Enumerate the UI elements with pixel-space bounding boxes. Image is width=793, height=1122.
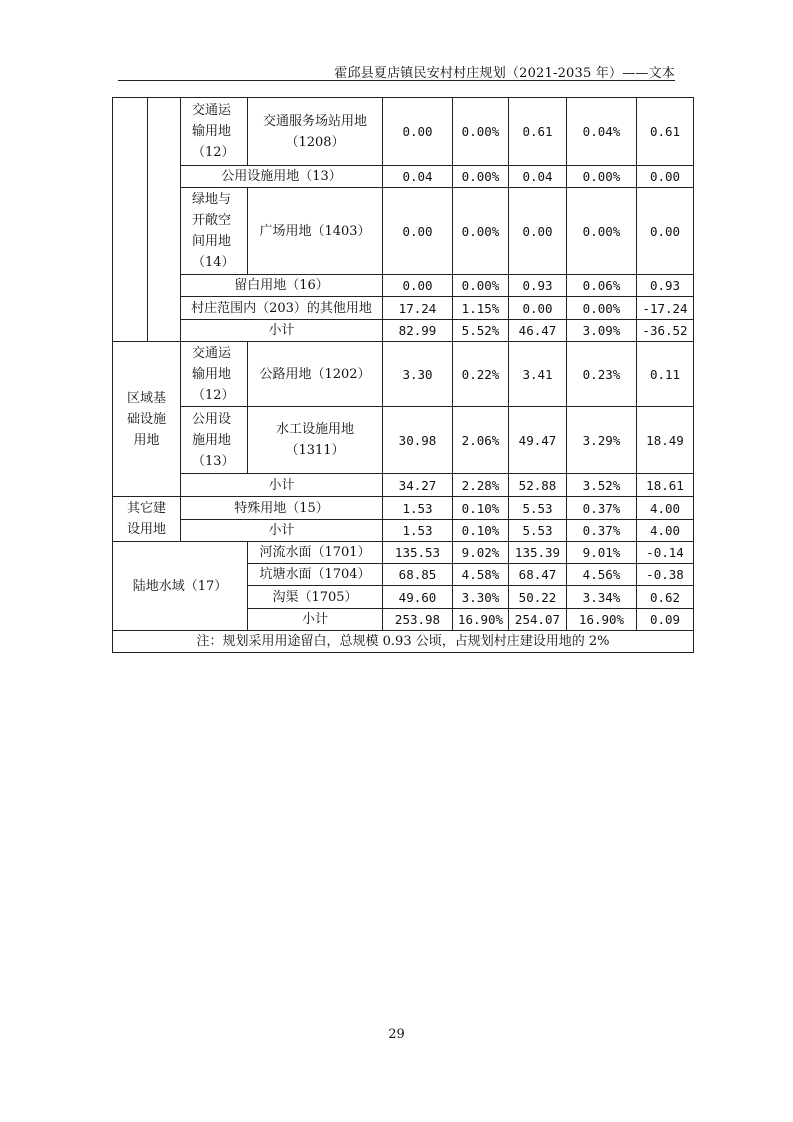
value-cell: 0.06% bbox=[567, 275, 637, 297]
table-row bbox=[113, 497, 694, 520]
value-cell: 0.61 bbox=[509, 98, 567, 166]
value-cell: 5.53 bbox=[509, 497, 567, 520]
continued-group-cell bbox=[113, 98, 148, 342]
value-cell: 49.47 bbox=[509, 407, 567, 474]
value-cell: 253.98 bbox=[383, 609, 453, 631]
value-cell: 0.93 bbox=[637, 275, 694, 297]
value-cell: 0.00 bbox=[383, 275, 453, 297]
value-cell: 68.47 bbox=[509, 564, 567, 586]
value-cell: 0.04 bbox=[383, 166, 453, 188]
item-name-cell: 坑塘水面（1704） bbox=[248, 564, 383, 586]
table-row bbox=[113, 342, 694, 407]
subtotal-label: 小计 bbox=[181, 320, 383, 342]
value-cell: 135.53 bbox=[383, 542, 453, 564]
value-cell: 0.00% bbox=[567, 297, 637, 320]
land-use-table bbox=[112, 97, 694, 653]
value-cell: 0.11 bbox=[637, 342, 694, 407]
value-cell: 4.00 bbox=[637, 497, 694, 520]
continued-subgroup-cell bbox=[148, 98, 181, 342]
value-cell: 0.04% bbox=[567, 98, 637, 166]
value-cell: 135.39 bbox=[509, 542, 567, 564]
value-cell: 2.28% bbox=[453, 474, 509, 497]
value-cell: 0.04 bbox=[509, 166, 567, 188]
value-cell: 3.30 bbox=[383, 342, 453, 407]
table-row bbox=[113, 542, 694, 564]
value-cell: 0.00 bbox=[509, 297, 567, 320]
item-name-cell: 村庄范围内（203）的其他用地 bbox=[181, 297, 383, 320]
item-name-cell: 留白用地（16） bbox=[181, 275, 383, 297]
value-cell: 0.23% bbox=[567, 342, 637, 407]
value-cell: 0.00 bbox=[637, 166, 694, 188]
value-cell: 52.88 bbox=[509, 474, 567, 497]
header-rule bbox=[118, 80, 675, 81]
value-cell: 3.09% bbox=[567, 320, 637, 342]
item-name-cell: 水工设施用地 （1311） bbox=[248, 407, 383, 474]
value-cell: 82.99 bbox=[383, 320, 453, 342]
value-cell: 0.00 bbox=[637, 188, 694, 275]
value-cell: 68.85 bbox=[383, 564, 453, 586]
value-cell: 0.00% bbox=[567, 166, 637, 188]
item-name-cell: 交通服务场站用地 （1208） bbox=[248, 98, 383, 166]
value-cell: 17.24 bbox=[383, 297, 453, 320]
item-name-cell: 广场用地（1403） bbox=[248, 188, 383, 275]
table-row bbox=[113, 407, 694, 474]
table-row bbox=[113, 297, 694, 320]
value-cell: 0.10% bbox=[453, 520, 509, 542]
value-cell: 2.06% bbox=[453, 407, 509, 474]
value-cell: 1.53 bbox=[383, 520, 453, 542]
value-cell: 0.00 bbox=[383, 188, 453, 275]
table-row bbox=[113, 98, 694, 166]
subtotal-label: 小计 bbox=[181, 520, 383, 542]
value-cell: 3.29% bbox=[567, 407, 637, 474]
value-cell: 0.22% bbox=[453, 342, 509, 407]
item-name-cell: 特殊用地（15） bbox=[181, 497, 383, 520]
value-cell: 1.53 bbox=[383, 497, 453, 520]
item-name-cell: 公用设施用地（13） bbox=[181, 166, 383, 188]
value-cell: 3.34% bbox=[567, 586, 637, 609]
table-row bbox=[113, 631, 694, 653]
header-title: 霍邱县夏店镇民安村村庄规划（2021-2035 年）——文本 bbox=[334, 66, 675, 81]
subtotal-label: 小计 bbox=[248, 609, 383, 631]
value-cell: 0.00 bbox=[509, 188, 567, 275]
value-cell: 0.09 bbox=[637, 609, 694, 631]
value-cell: 0.62 bbox=[637, 586, 694, 609]
subtotal-label: 小计 bbox=[181, 474, 383, 497]
value-cell: 254.07 bbox=[509, 609, 567, 631]
value-cell: 4.56% bbox=[567, 564, 637, 586]
value-cell: 5.53 bbox=[509, 520, 567, 542]
value-cell: 3.52% bbox=[567, 474, 637, 497]
category-cell: 交通运 输用地 （12） bbox=[181, 342, 248, 407]
item-name-cell: 公路用地（1202） bbox=[248, 342, 383, 407]
category-cell: 交通运 输用地 （12） bbox=[181, 98, 248, 166]
value-cell: 9.02% bbox=[453, 542, 509, 564]
value-cell: -36.52 bbox=[637, 320, 694, 342]
category-cell: 绿地与 开敞空 间用地 （14） bbox=[181, 188, 248, 275]
group-cell: 陆地水域（17） bbox=[113, 542, 248, 631]
table-row bbox=[113, 275, 694, 297]
value-cell: 34.27 bbox=[383, 474, 453, 497]
item-name-cell: 河流水面（1701） bbox=[248, 542, 383, 564]
value-cell: 0.37% bbox=[567, 497, 637, 520]
value-cell: 9.01% bbox=[567, 542, 637, 564]
value-cell: 0.93 bbox=[509, 275, 567, 297]
value-cell: -17.24 bbox=[637, 297, 694, 320]
value-cell: 1.15% bbox=[453, 297, 509, 320]
value-cell: 0.00 bbox=[383, 98, 453, 166]
table-row bbox=[113, 320, 694, 342]
table-note: 注：规划采用用途留白，总规模 0.93 公顷，占规划村庄建设用地的 2% bbox=[113, 631, 694, 653]
value-cell: 0.00% bbox=[453, 188, 509, 275]
group-cell: 其它建 设用地 bbox=[113, 497, 181, 542]
page-number: 29 bbox=[388, 1027, 405, 1042]
table-row bbox=[113, 188, 694, 275]
value-cell: 18.49 bbox=[637, 407, 694, 474]
value-cell: 0.10% bbox=[453, 497, 509, 520]
value-cell: 50.22 bbox=[509, 586, 567, 609]
table-row bbox=[113, 166, 694, 188]
value-cell: 49.60 bbox=[383, 586, 453, 609]
value-cell: 46.47 bbox=[509, 320, 567, 342]
value-cell: 16.90% bbox=[567, 609, 637, 631]
value-cell: 0.37% bbox=[567, 520, 637, 542]
category-cell: 公用设 施用地 （13） bbox=[181, 407, 248, 474]
value-cell: 0.00% bbox=[453, 98, 509, 166]
value-cell: 0.00% bbox=[567, 188, 637, 275]
value-cell: 16.90% bbox=[453, 609, 509, 631]
value-cell: 4.00 bbox=[637, 520, 694, 542]
item-name-cell: 沟渠（1705） bbox=[248, 586, 383, 609]
value-cell: -0.14 bbox=[637, 542, 694, 564]
value-cell: 30.98 bbox=[383, 407, 453, 474]
value-cell: 4.58% bbox=[453, 564, 509, 586]
group-cell: 区域基 础设施 用地 bbox=[113, 342, 181, 497]
value-cell: 3.30% bbox=[453, 586, 509, 609]
value-cell: 0.00% bbox=[453, 275, 509, 297]
table-row bbox=[113, 474, 694, 497]
value-cell: -0.38 bbox=[637, 564, 694, 586]
value-cell: 0.00% bbox=[453, 166, 509, 188]
value-cell: 5.52% bbox=[453, 320, 509, 342]
value-cell: 18.61 bbox=[637, 474, 694, 497]
value-cell: 3.41 bbox=[509, 342, 567, 407]
value-cell: 0.61 bbox=[637, 98, 694, 166]
table-row bbox=[113, 520, 694, 542]
